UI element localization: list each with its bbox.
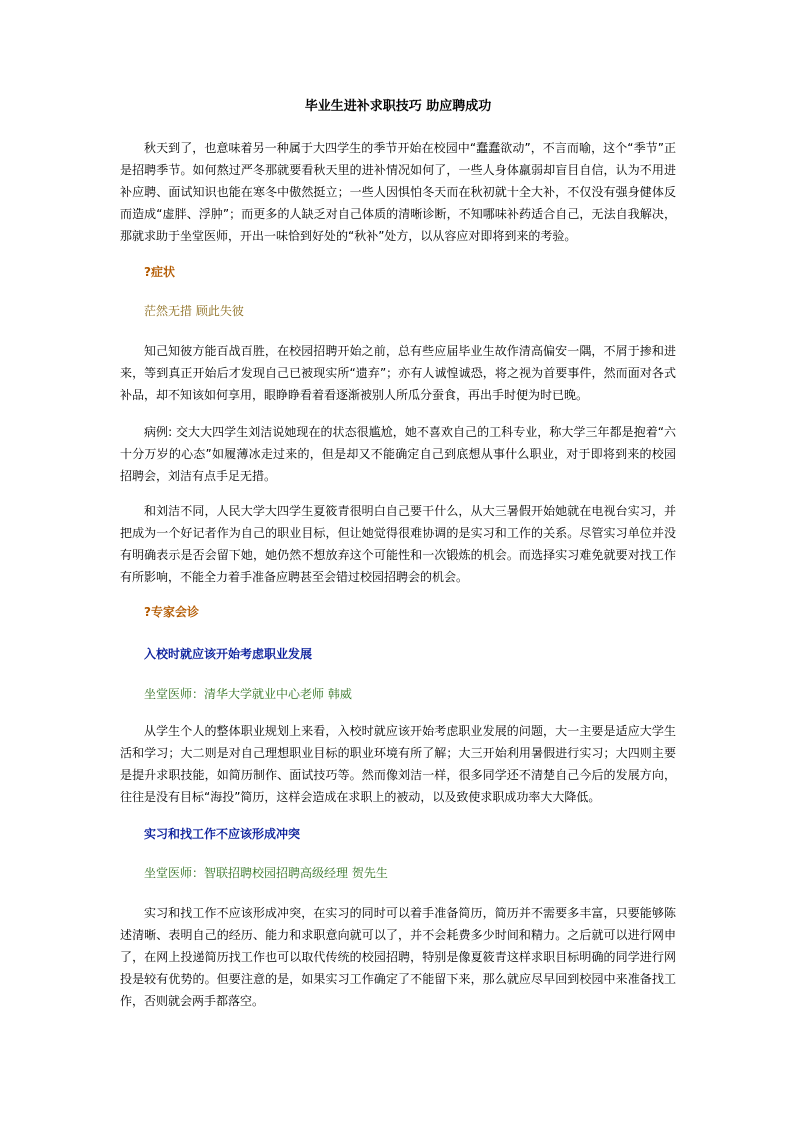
section-heading-experts: ?专家会诊 [144,605,199,619]
symptoms-paragraph-3: 和刘洁不同，人民大学大四学生夏筱青很明白自己要干什么，从大三暑假开始她就在电视台实习，并把成为一个好记者作为自己的职业目标，但让她觉得很难协调的是实习和工作的关系。尽管实习单位并没有明确表示是否会留下她，她仍然不想放弃这个可能性和一次锻炼的机会。而选择实习难免就要对找工作有所影响，不能全力着手准备应聘甚至会错过校园招聘会的机会。 [120,504,676,584]
article-title: 毕业生进补求职技巧 助应聘成功 [304,99,492,114]
topic-body-2: 实习和找工作不应该形成冲突，在实习的同时可以着手准备简历，简历并不需要多丰富，只要能够陈述清晰、表明自己的经历、能力和求职意向就可以了，并不会耗费多少时间和精力。之后就可以进行网申了，在网上投递简历找工作也可以取代传统的校园招聘，特别是像夏筱青这样求职目标明确的同学进行网投是较有优势的。但要注意的是，如果实习工作确定了不能留下来，那么就应尽早回到校园中来准备找工作，否则就会两手都落空。 [120,906,676,1008]
topic-title-2: 实习和找工作不应该形成冲突 [144,827,301,841]
doctor-line-1: 坐堂医师：清华大学就业中心老师 韩威 [144,687,352,701]
section-heading-symptoms: ?症状 [144,265,175,279]
case-paragraph: 病例: 交大大四学生刘洁说她现在的状态很尴尬，她不喜欢自己的工科专业，称大学三年都是抱着“六十分万岁的心态”如履薄冰走过来的，但是却又不能确定自己到底想从事什么职业，对于即将到来的校园招聘会，刘洁有点手足无措。 [120,425,677,483]
doctor-line-2: 坐堂医师：智联招聘校园招聘高级经理 贺先生 [144,866,388,880]
intro-paragraph: 秋天到了，也意味着另一种属于大四学生的季节开始在校园中“蠢蠢欲动”，不言而喻，这个“季节”正是招聘季节。如何熬过严冬那就要看秋天里的进补情况如何了，一些人身体羸弱却盲目自信，认为不用进补应聘、面试知识也能在寒冬中傲然挺立；一些人因惧怕冬天而在秋初就十全大补，不仅没有强身健体反而造成“虚胖、浮肿”；而更多的人缺乏对自己体质的清晰诊断，不知哪味补药适合自己，无法自我解决，那就求助于坐堂医师，开出一味恰到好处的“秋补”处方，以从容应对即将到来的考验。 [120,141,676,243]
section-subheading-symptoms: 茫然无措 顾此失彼 [144,304,244,318]
topic-title-1: 入校时就应该开始考虑职业发展 [144,647,313,661]
topic-body-1: 从学生个人的整体职业规划上来看，入校时就应该开始考虑职业发展的问题，大一主要是适应大学生活和学习；大二则是对自己理想职业目标的职业环境有所了解；大三开始利用暑假进行实习；大四则主要是提升求职技能，如简历制作、面试技巧等。然而像刘洁一样，很多同学还不清楚自己今后的发展方向，往往是没有目标“海投”简历，这样会造成在求职上的被动，以及致使求职成功率大大降低。 [120,724,676,804]
symptoms-paragraph-1: 知己知彼方能百战百胜，在校园招聘开始之前，总有些应届毕业生故作清高偏安一隅，不屑于掺和进来，等到真正开始后才发现自己已被现实所“遗弃”；亦有人诚惶诚恐，将之视为首要事件，然而面对各式补品，却不知该如何享用，眼睁睁看着看逐渐被别人所瓜分蚕食，再出手时便为时已晚。 [120,344,676,402]
